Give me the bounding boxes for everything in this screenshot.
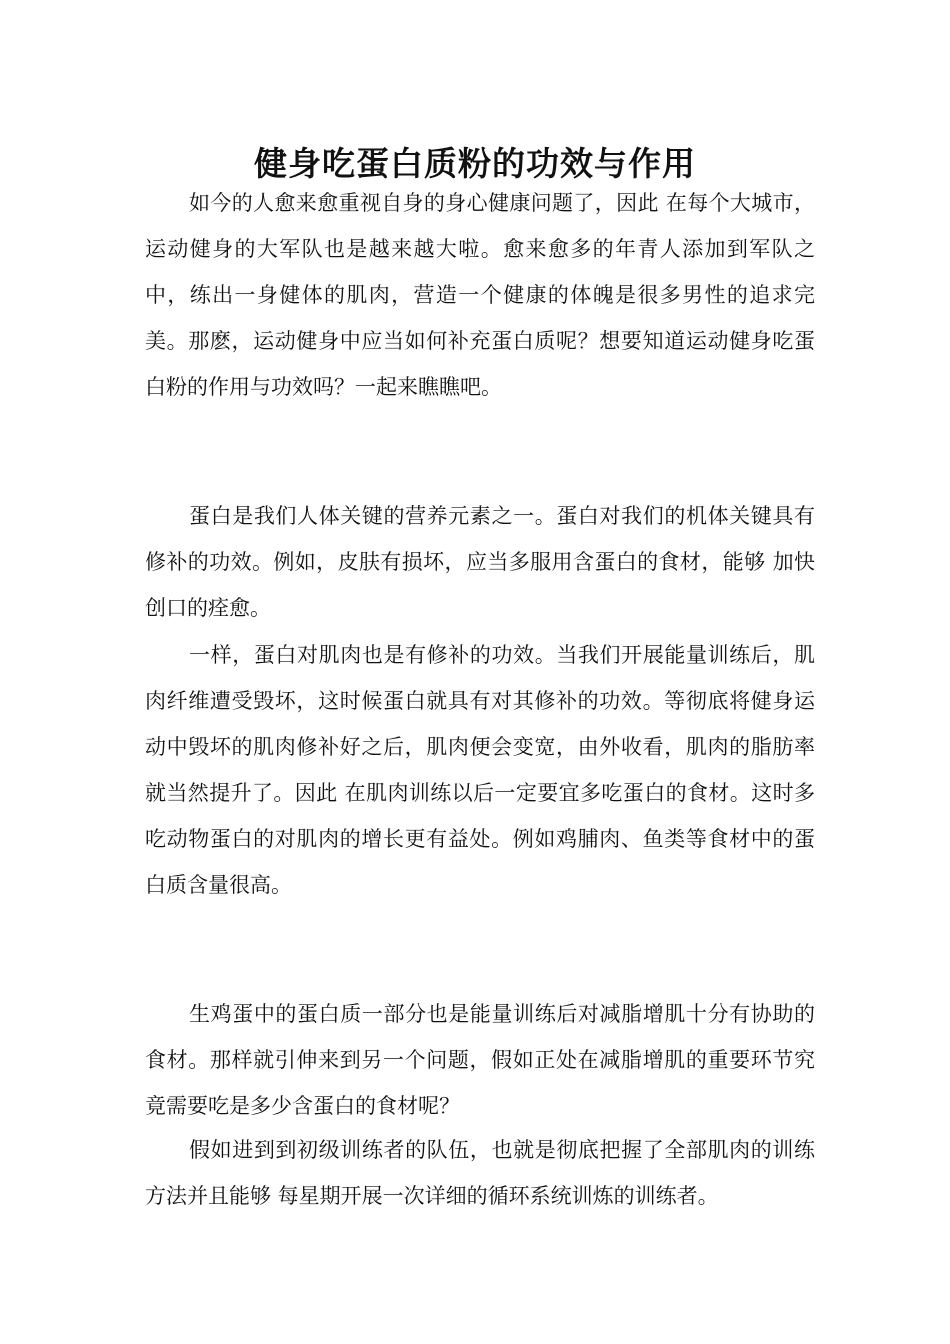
paragraph-protein-nutrient: 蛋白是我们人体关键的营养元素之一。蛋白对我们的机体关键具有修补的功效。例如，皮肤有损坏，应当多服用含蛋白的食材，能够 加快创口的痊愈。 — [145, 504, 815, 620]
document-title: 健身吃蛋白质粉的功效与作用 — [254, 144, 696, 184]
paragraph-intro: 如今的人愈来愈重视自身的身心健康问题了，因此 在每个大城市，运动健身的大军队也是越来越大啦。愈来愈多的年青人添加到军队之中，练出一身健体的肌肉，营造一个健康的体魄是很多男性的追求完美。那麽，运动健身中应当如何补充蛋白质呢？想要知道运动健身吃蛋白粉的作用与功效吗？一起来瞧瞧吧。 — [145, 191, 815, 399]
paragraph-eggs: 生鸡蛋中的蛋白质一部分也是能量训练后对减脂增肌十分有协助的食材。那样就引伸来到另一个问题，假如正处在减脂增肌的重要环节究竟需要吃是多少含蛋白的食材呢？ — [145, 1002, 815, 1118]
paragraph-muscle-repair: 一样，蛋白对肌肉也是有修补的功效。当我们开展能量训练后，肌肉纤维遭受毁坏，这时候蛋白就具有对其修补的功效。等彻底将健身运动中毁坏的肌肉修补好之后，肌肉便会变宽，由外收看，肌肉的脂肪率就当然提升了。因此 在肌肉训练以后一定要宜多吃蛋白的食材。这时多吃动物蛋白的对肌肉的增长更有益处。例如鸡脯肉、鱼类等食材中的蛋白质含量很高。 — [145, 643, 815, 897]
paragraph-beginner-trainees: 假如进到到初级训练者的队伍，也就是彻底把握了全部肌肉的训练方法并且能够 每星期开展一次详细的循环系统训炼的训练者。 — [145, 1138, 815, 1208]
